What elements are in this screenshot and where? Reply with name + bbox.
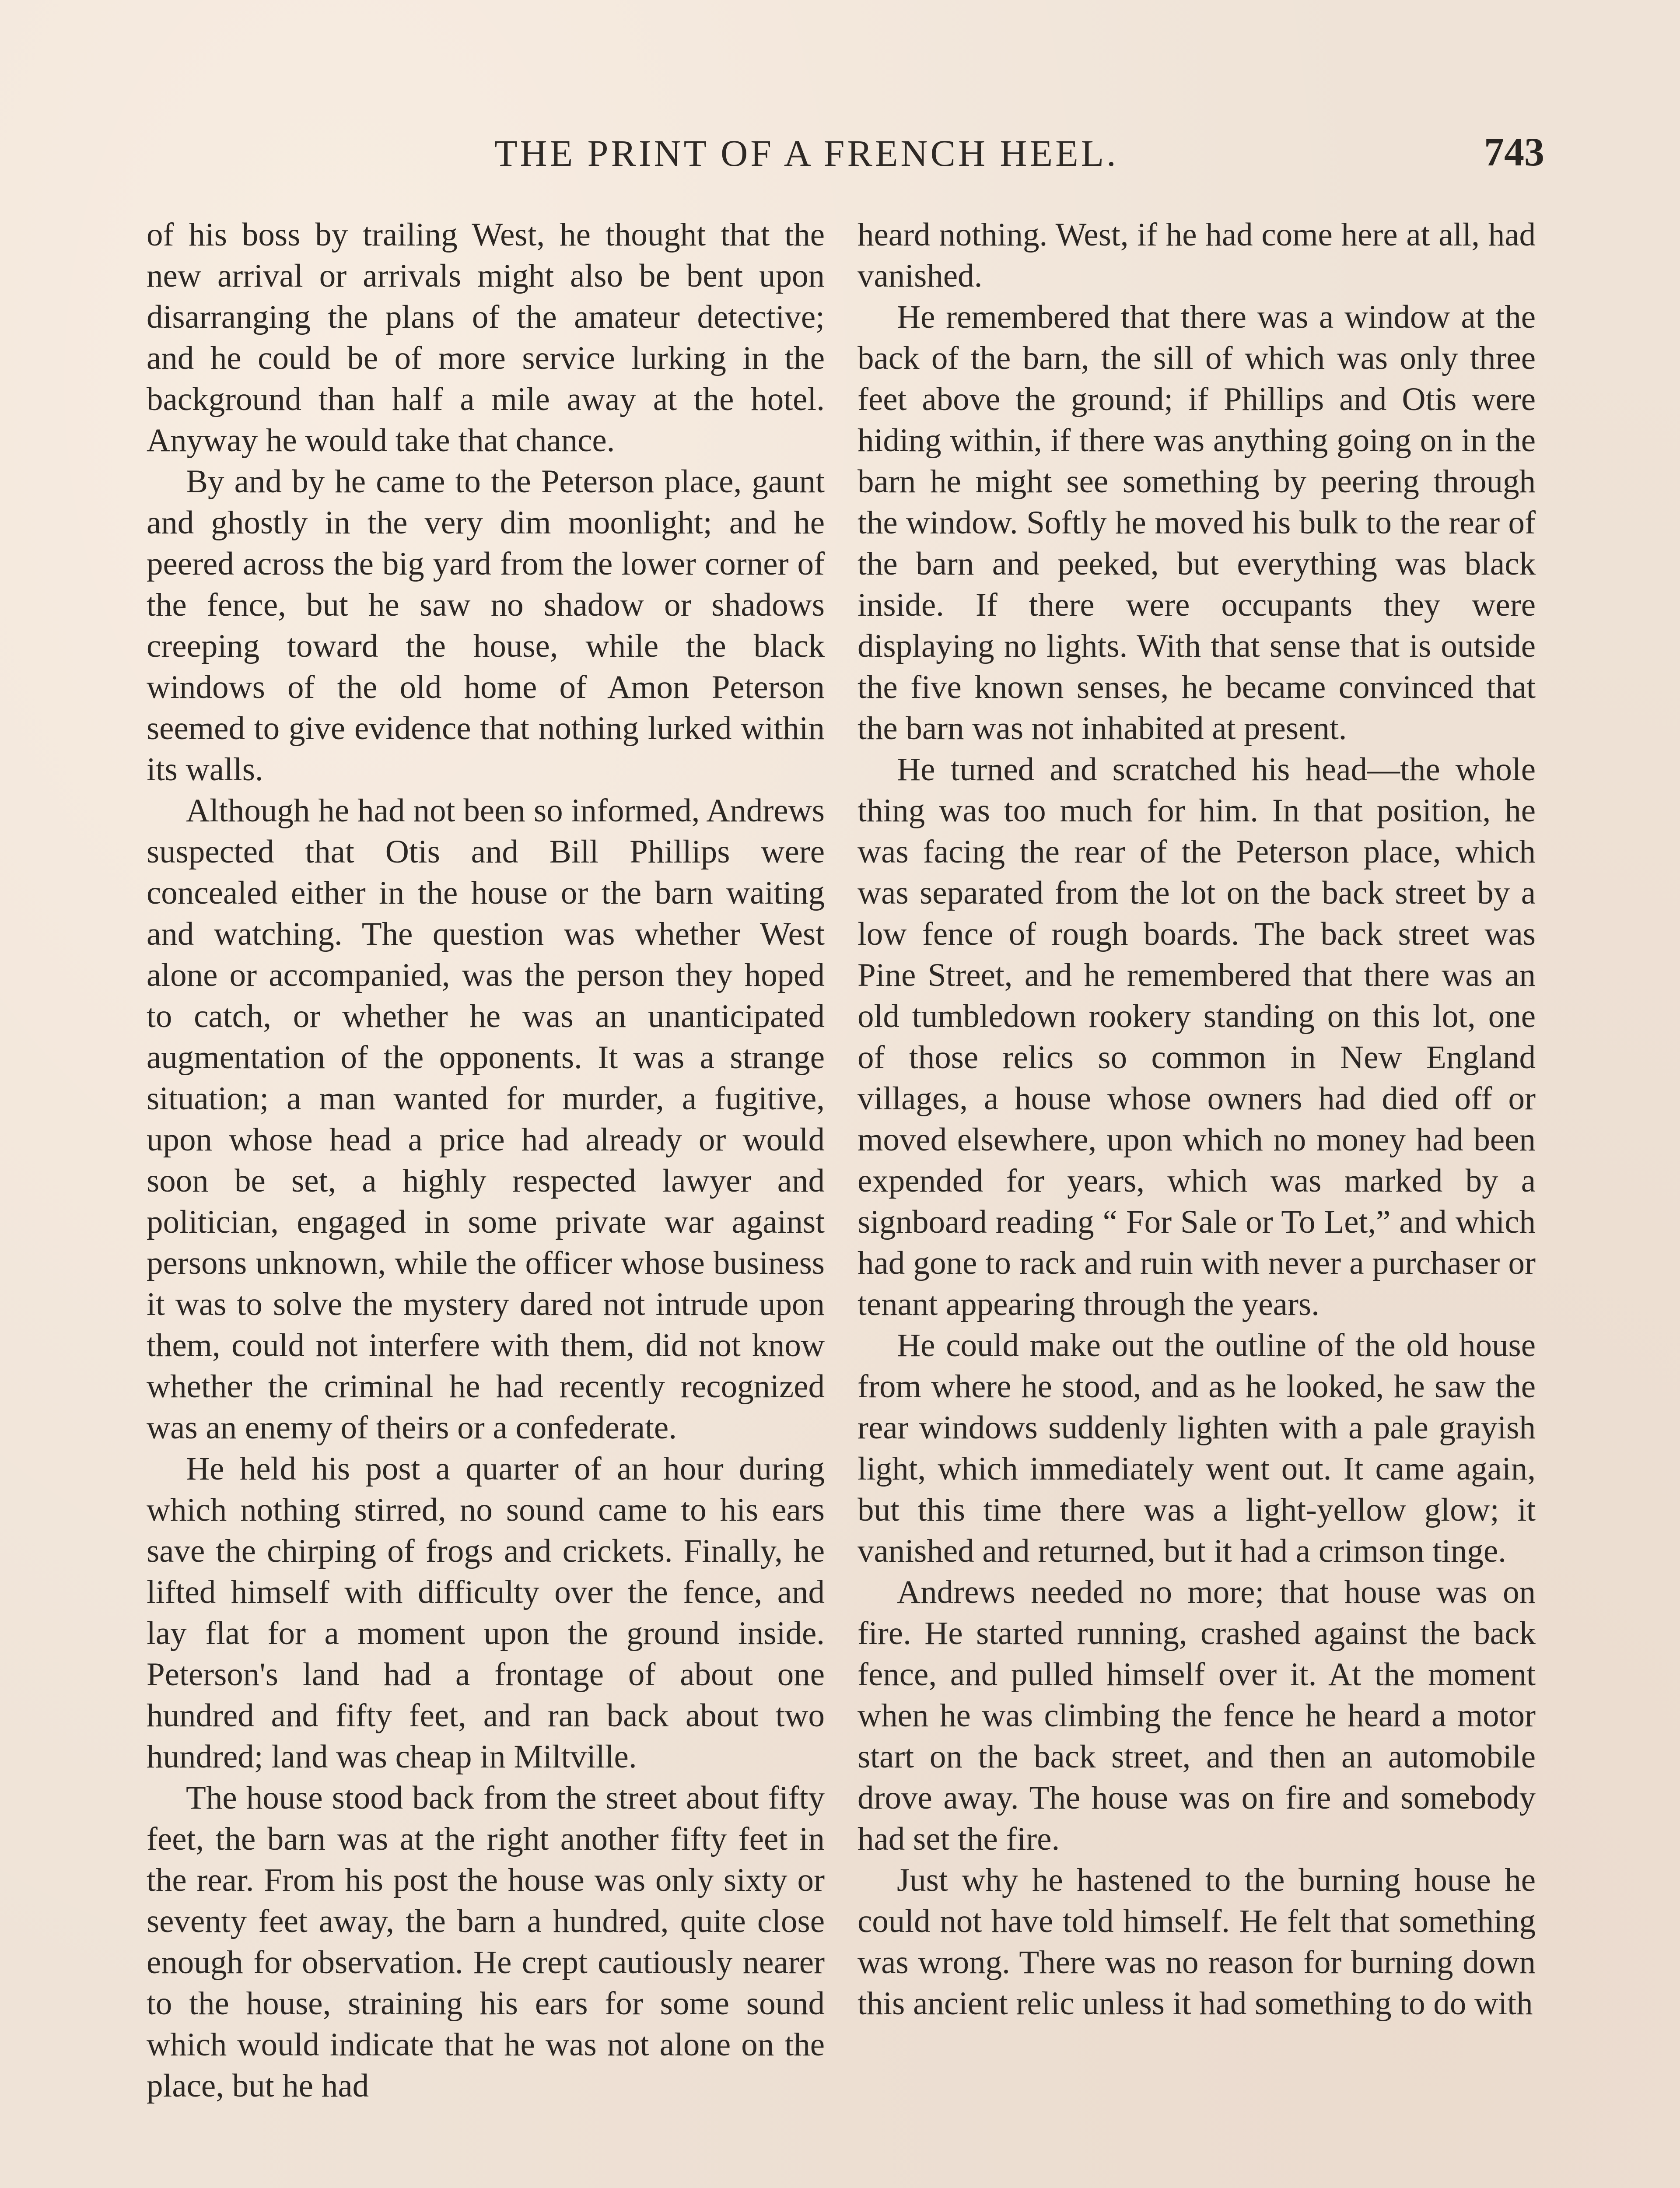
page-header	[144, 131, 1544, 184]
paragraph: Just why he hastened to the burning house he could not have told himself. He felt that something was wrong. There was no reason for burning down this ancient relic unless it had something to do with	[858, 1862, 1536, 2022]
right-column	[858, 214, 1536, 2024]
paragraph: The house stood back from the street about fifty feet, the barn was at the right another fifty feet in the rear. From his post the house was only sixty or seventy feet away, the barn a hundred, quite close enough for observation. He crept cautiously nearer to the house, straining his ears for some sound which would indicate that he was not alone on the place, but he had	[147, 1780, 825, 2104]
page-number: 743	[1484, 130, 1544, 174]
paragraph: heard nothing. West, if he had come here at all, had vanished.	[858, 217, 1536, 294]
paragraph: By and by he came to the Peterson place, gaunt and ghostly in the very dim moonlight; and he peered across the big yard from the lower corner of the fence, but he saw no shadow or shadows creeping toward the house, while the black windows of the old home of Amon Peterson seemed to give evidence that nothing lurked within its walls.	[147, 463, 825, 788]
paragraph: of his boss by trailing West, he thought that the new arrival or arrivals might also be bent upon disarranging the plans of the amateur detective; and he could be of more service lurking in the background than half a mile away at the hotel. Anyway he would take that chance.	[147, 217, 825, 459]
paragraph: He could make out the outline of the old house from where he stood, and as he looked, he saw the rear windows suddenly lighten with a pale grayish light, which immediately went out. It came again, but this time there was a light-yellow glow; it vanished and returned, but it had a crimson tinge.	[858, 1327, 1536, 1569]
paragraph: He held his post a quarter of an hour during which nothing stirred, no sound came to his ears save the chirping of frogs and crickets. Finally, he lifted himself with difficulty over the fence, and lay flat for a moment upon the ground inside. Peterson's land had a frontage of about one hundred and fifty feet, and ran back about two hundred; land was cheap in Miltville.	[147, 1451, 825, 1775]
left-column	[147, 214, 825, 2107]
paragraph: Although he had not been so informed, Andrews suspected that Otis and Bill Phillips were concealed either in the house or the barn waiting and watching. The question was whether West alone or accompanied, was the person they hoped to catch, or whether he was an unanticipated augmentation of the opponents. It was a strange situation; a man wanted for murder, a fugitive, upon whose head a price had already or would soon be set, a highly respected lawyer and politician, engaged in some private war against persons unknown, while the officer whose business it was to solve the mystery dared not intrude upon them, could not interfere with them, did not know whether the criminal he had recently recognized was an enemy of theirs or a confederate.	[147, 792, 825, 1446]
paragraph: Andrews needed no more; that house was on fire. He started running, crashed against the back fence, and pulled himself over it. At the moment when he was climbing the fence he heard a motor start on the back street, and then an automobile drove away. The house was on fire and somebody had set the fire.	[858, 1574, 1536, 1857]
paragraph: He turned and scratched his head—the whole thing was too much for him. In that position, he was facing the rear of the Peterson place, which was separated from the lot on the back street by a low fence of rough boards. The back street was Pine Street, and he remembered that there was an old tumbledown rookery standing on this lot, one of those relics so common in New England villages, a house whose owners had died off or moved elsewhere, upon which no money had been expended for years, which was marked by a signboard reading “ For Sale or To Let,” and which had gone to rack and ruin with never a purchaser or tenant appearing through the years.	[858, 751, 1536, 1322]
running-title: THE PRINT OF A FRENCH HEEL.	[494, 132, 1119, 174]
paragraph: He remembered that there was a window at the back of the barn, the sill of which was only three feet above the ground; if Phillips and Otis were hiding within, if there was anything going on in the barn he might see something by peering through the window. Softly he moved his bulk to the rear of the barn and peeked, but everything was black inside. If there were occupants they were displaying no lights. With that sense that is outside the five known senses, he became convinced that the barn was not inhabited at present.	[858, 299, 1536, 747]
